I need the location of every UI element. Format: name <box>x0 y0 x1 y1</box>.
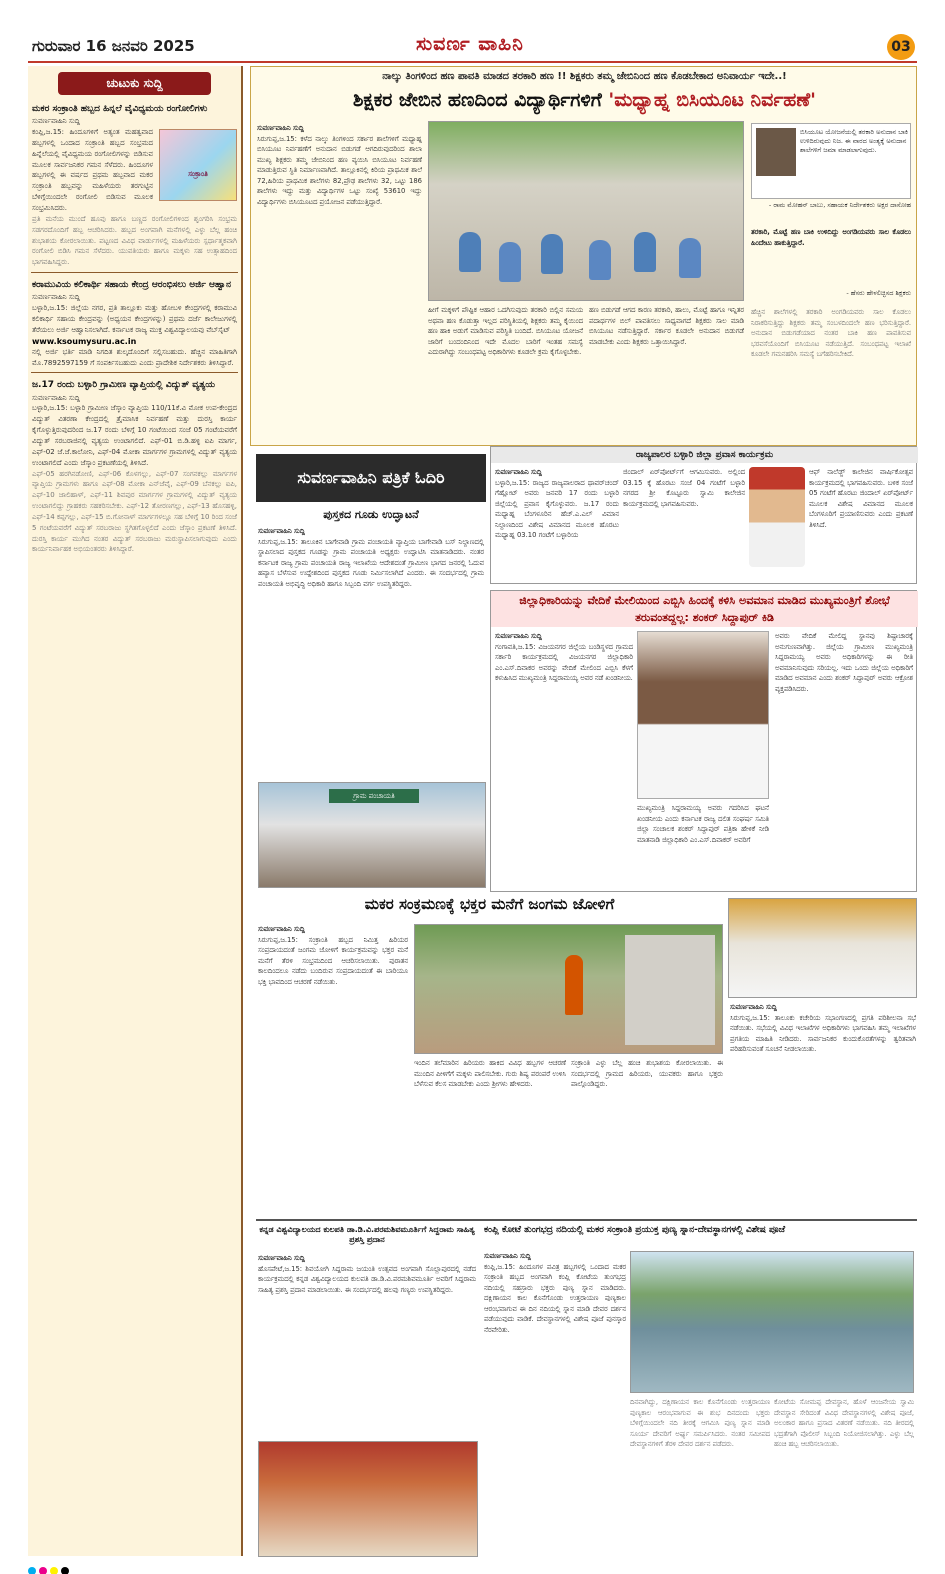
library-body <box>258 526 484 776</box>
ksou-website-link[interactable]: www.ksoumysuru.ac.in <box>32 336 137 346</box>
rangoli-body: ಕಂಪ್ಲಿ,ಜ.15: ಹಿಂದೂಗಳಿಗೆ ಅತ್ಯಂತ ಮಹತ್ವವಾದ ಹಬ್ಬಗಳಲ್ಲಿ ಒಂದಾದ ಸಂಕ್ರಾಂತಿ ಹಬ್ಬದ ಸಂಭ್ರಮದ ಹಿನ್ನೆಲೆಯಲ್ಲಿ ವೈವಿಧ್ಯಮಯ ರಂಗೋಲಿಗಳನ್ನು ಬಿಡಿಸುವ ಮೂಲಕ ಸಾರ್ವಜನಿಕರ ಗಮನ ಸೆಳೆದರು. ಹಿಂದೂಗಳ ಹಬ್ಬಗಳಲ್ಲಿ ಈ ವರ್ಷದ ಪ್ರಥಮ ಹಬ್ಬವಾದ ಮಕರ ಸಂಕ್ರಾಂತಿ ಹಬ್ಬವನ್ನು ಮಹಿಳೆಯರು ತರಗುಟ್ಟಿನ ಬೆಳಿಗ್ಗೆಯಿಂದಲೇ ರಂಗೋಲಿ ಬಿಡಿಸುವ ಮೂಲಕ ಸಂಭ್ರಮಿಸಿದರು. <box>32 128 153 212</box>
lead-headline-accent: 'ಮಧ್ಯಾಹ್ನ ಬಿಸಿಯೂಟ ನಿರ್ವಹಣೆ' <box>608 89 816 111</box>
governor-text-1: ಬಳ್ಳಾರಿ,ಜ.15: ರಾಜ್ಯದ ರಾಜ್ಯಪಾಲರಾದ ಥಾವರ್‌ಚಂದ್ ಗೆಹ್ಲೋಟ್ ಅವರು ಜನವರಿ 17 ರಂದು ಬಳ್ಳಾರಿ ಜಿಲ್ಲೆಯಲ್ಲಿ ಪ್ರವಾಸ ಕೈಗೊಳ್ಳುವರು. ಜ.17 ರಂದು ಮಧ್ಯಾಹ್ನ ಬೆಂಗಳೂರಿನ ಹೆಚ್.ಎ.ಎಲ್ ವಿಮಾನ ನಿಲ್ದಾಣದಿಂದ ವಿಶೇಷ ವಿಮಾನದ ಮೂಲಕ ಹೊರಟು ಮಧ್ಯಾಹ್ನ 03.10 ಗಂಟೆಗೆ ಬಳ್ಳಾರಿಯ <box>495 478 619 540</box>
river-bath-column-2: ದಿನವಾಗಿದ್ದು, ದಕ್ಷಿಣಾಯನ ಕಾಲ ಕೊನೆಗೊಂಡು ಉತ್ತರಾಯಣ ಪುಣ್ಯಕಾಲ ಆರಂಭವಾಗುವ ಈ ಶುಭ ದಿನದಂದು ಭಕ್ತರು ಬೆಳಿಗ್ಗೆಯಿಂದಲೇ ನದಿ ತೀರಕ್ಕೆ ಆಗಮಿಸಿ ಪುಣ್ಯ ಸ್ನಾನ ಮಾಡಿ ಸೂರ್ಯ ದೇವರಿಗೆ ಅರ್ಘ್ಯ ಸಮರ್ಪಿಸಿದರು. ನಂತರ ಸಮೀಪದ ದೇವಸ್ಥಾನಗಳಿಗೆ ತೆರಳಿ ದೇವರ ದರ್ಶನ ಪಡೆದರು. <box>630 1398 770 1449</box>
dc-column-2: ಮುಖ್ಯಮಂತ್ರಿ ಸಿದ್ದರಾಮಯ್ಯ ಅವರು ಗದರಿಸಿದ ಘಟನೆ ಖಂಡನೀಯ ಎಂದು ಕರ್ನಾಟಕ ರಾಜ್ಯ ದಲಿತ ಸಂಘರ್ಷ ಸಮಿತಿ ಜಿಲ್ಲಾ ಸಂಚಾಲಕ ಶಂಕರ್ ಸಿದ್ದಾಪುರ್ ಪತ್ರಿಕಾ ಹೇಳಿಕೆ ನೀಡಿ ಮಾತನಾಡಿ ಜಿಲ್ಲಾಧಿಕಾರಿ ಎಂ.ಎಸ್.ದಿವಾಕರ್ ಅವರಿಗೆ <box>637 804 769 844</box>
ksou-headline: ಕರಾಮುವಿಯ ಕಲಿಕಾರ್ಥಿ ಸಹಾಯ ಕೇಂದ್ರ ಆರಂಭಿಸಲು ಅರ್ಜಿ ಆಹ್ವಾನ <box>32 280 231 291</box>
rangoli-body-continued: ಪ್ರತಿ ಮನೆಯ ಮುಂದೆ ಹೂವು ಹಾಗೂ ಬಣ್ಣದ ರಂಗೋಲಿಗಳಿಂದ ಶೃಂಗರಿಸಿ ಸಂಭ್ರಮ ಸಡಗರದೊಂದಿಗೆ ಹಬ್ಬ ಆಚರಿಸಿದರು. ಹಬ್ಬದ ಅಂಗವಾಗಿ ಮನೆಗಳಲ್ಲಿ ಎಳ್ಳು ಬೆಲ್ಲ ಹಂಚಿ ಶುಭಾಶಯ ಕೋರಲಾಯಿತು. ಪಟ್ಟಣದ ವಿವಿಧ ವಾರ್ಡುಗಳಲ್ಲಿ ಮಹಿಳೆಯರು ಸ್ಪರ್ಧಾತ್ಮಕವಾಗಿ ರಂಗೋಲಿ ಬಿಡಿಸಿ ಗಮನ ಸೆಳೆದರು. ಯುವತಿಯರು ಹಾಗೂ ಮಕ್ಕಳು ಸಹ ಉತ್ಸಾಹದಿಂದ ಭಾಗವಹಿಸಿದ್ದರು. <box>32 214 237 267</box>
taluk-meeting-photo <box>728 898 917 998</box>
lead-story <box>250 66 917 446</box>
swamiji-figure <box>565 955 583 1015</box>
makara-column-3: ಸಂಕ್ರಾಂತಿ ಎಳ್ಳು ಬೆಲ್ಲ ಹಂಚಿ ಶುಭಾಶಯ ಕೋರಲಾಯಿತು. ಈ ಸಂದರ್ಭದಲ್ಲಿ ಗ್ರಾಮದ ಹಿರಿಯರು, ಯುವಕರು ಹಾಗೂ ಭಕ್ತರು ಪಾಲ್ಗೊಂಡಿದ್ದರು. <box>571 1059 723 1089</box>
teacher-quote: ತರಕಾರಿ, ಮೊಟ್ಟೆ ಹಣ ಬಾಕಿ ಉಳಿದಿದ್ದು ಅಂಗಡಿಯವರು ಸಾಲ ಕೊಡಲು ಹಿಂದೇಟು ಹಾಕುತ್ತಿದ್ದಾರೆ. <box>751 228 911 247</box>
kannada-award-body <box>258 1253 476 1437</box>
makara-column-2: ಇಂದಿನ ತಲೆಮಾರಿನ ಹಿರಿಯರು ಹಾಕಿದ ವಿವಿಧ ಹಬ್ಬಗಳ ಆಚರಣೆ ಮುಂದಿನ ಪೀಳಿಗೆಗೆ ಮಕ್ಕಳು ಪಾಲಿಸಬೇಕು. ಗುರು ಶಿಷ್ಯ ಪರಂಪರೆ ಉಳಿಸಿ ಬೆಳೆಸುವ ಕೆಲಸ ಮಾಡಬೇಕು ಎಂದು ಶ್ರೀಗಳು ಹೇಳಿದರು. <box>414 1059 566 1089</box>
kannada-award-headline: ಕನ್ನಡ ವಿಶ್ವವಿದ್ಯಾಲಯದ ಕುಲಪತಿ ಡಾ.ಡಿ.ವಿ.ಪರಮಶಿವಮೂರ್ತಿಗೆ ಸಿದ್ದರಾಮ ಸಾಹಿತ್ಯ ಪ್ರಶಸ್ತಿ ಪ್ರದಾನ <box>259 1225 475 1245</box>
governor-column-2: ಜಿಂದಾಲ್ ಏರ್‌ಪೋರ್ಟ್‌ಗೆ ಆಗಮಿಸುವರು. ಅಲ್ಲಿಂದ 03.15 ಕ್ಕೆ ಹೊರಟು ಸಂಜೆ 04 ಗಂಟೆಗೆ ಬಳ್ಳಾರಿ ನಗರದ ಶ್ರೀ ಕೊಟ್ಟೂರು ಸ್ವಾಮಿ ಕಾಲೇಜಿನ ಕಾರ್ಯಕ್ರಮದಲ್ಲಿ ಭಾಗವಹಿಸುವರು. <box>623 468 745 508</box>
governor-byline: ಸುವರ್ಣವಾಹಿನಿ ಸುದ್ದಿ <box>495 468 542 476</box>
library-text: ಸಿರುಗುಪ್ಪ,ಜ.15: ತಾಲೂಕಿನ ಬಾಗೇವಾಡಿ ಗ್ರಾಮ ಪಂಚಾಯತಿ ವ್ಯಾಪ್ತಿಯ ಬಾಗೇವಾಡಿ ಬಸ್ ನಿಲ್ದಾಣದಲ್ಲಿ ಸ್ಥಾಪಿಸಲಾದ ಪುಸ್ತಕದ ಗೂಡನ್ನು ಗ್ರಾಮ ಪಂಚಾಯತಿ ಅಧ್ಯಕ್ಷರು ಉದ್ಘಾಟಿಸಿ ಮಾತನಾಡಿದರು. ನಂತರ ಕರ್ನಾಟಕ ರಾಜ್ಯ ಗ್ರಾಮ ಪಂಚಾಯತಿ ರಾಜ್ಯ ಇಲಾಖೆಯ ಆದೇಶದಂತೆ ಗ್ರಾಮೀಣ ಭಾಗದ ಜನರಲ್ಲಿ ಓದುವ ಹವ್ಯಾಸ ಬೆಳೆಸುವ ಉದ್ದೇಶದಿಂದ ಪುಸ್ತಕದ ಗೂಡು ನಿರ್ಮಿಸಲಾಗಿದೆ ಎಂದರು. ಈ ಸಂದರ್ಭದಲ್ಲಿ ಗ್ರಾಮ ಪಂಚಾಯತಿ ಅಭಿವೃದ್ಧಿ ಅಧಿಕಾರಿ ಹಾಗೂ ಸಿಬ್ಬಂದಿ ವರ್ಗ ಉಪಸ್ಥಿತರಿದ್ದರು. <box>258 537 484 588</box>
dc-column-1 <box>495 631 633 887</box>
river-bath-text: ಕಂಪ್ಲಿ,ಜ.15: ಹಿಂದೂಗಳ ಪವಿತ್ರ ಹಬ್ಬಗಳಲ್ಲಿ ಒಂದಾದ ಮಕರ ಸಂಕ್ರಾಂತಿ ಹಬ್ಬದ ಅಂಗವಾಗಿ ಕಂಪ್ಲಿ ಕೋಟೆಯ ತುಂಗಭದ್ರ ನದಿಯಲ್ಲಿ ಸಹಸ್ರಾರು ಭಕ್ತರು ಪುಣ್ಯ ಸ್ನಾನ ಮಾಡಿದರು. ದಕ್ಷಿಣಾಯನ ಕಾಲ ಕೊನೆಗೊಂಡು ಉತ್ತರಾಯಣ ಪುಣ್ಯಕಾಲ ಆರಂಭವಾಗುವ ಈ ದಿನ ನದಿಯಲ್ಲಿ ಸ್ನಾನ ಮಾಡಿ ದೇವರ ದರ್ಶನ ಪಡೆಯುವುದು ವಾಡಿಕೆ. ದೇವಸ್ಥಾನಗಳಲ್ಲಿ ವಿಶೇಷ ಪೂಜೆ ಪುನಸ್ಕಾರ ನೆರವೇರಿತು. <box>484 1262 626 1334</box>
dc-headline: ಜಿಲ್ಲಾಧಿಕಾರಿಯನ್ನು ವೇದಿಕೆ ಮೇಲಿಯಿಂದ ಎಬ್ಬಿಸಿ ಹಿಂದಕ್ಕೆ ಕಳಿಸಿ ಅವಮಾನ ಮಾಡಿದ ಮುಖ್ಯಮಂತ್ರಿಗೆ ಶೋಭೆ ತರುವಂತದ್ದಲ್ಲ: ಶಂಕರ್ ಸಿದ್ದಾಪುರ್ ಕಿಡಿ <box>491 591 918 627</box>
student-figure <box>459 232 481 272</box>
teacher-quote-attribution: - ಹೆಸರು ಹೇಳಲಿಚ್ಛಿಸದ ಶಿಕ್ಷಕರು <box>846 289 911 297</box>
divider <box>31 372 238 373</box>
meeting-story <box>730 1002 916 1214</box>
meeting-text: ಸಿರುಗುಪ್ಪ,ಜ.15: ತಾಲೂಕು ಕಚೇರಿಯ ಸಭಾಂಗಣದಲ್ಲಿ ಪ್ರಗತಿ ಪರಿಶೀಲನಾ ಸಭೆ ನಡೆಯಿತು. ಸಭೆಯಲ್ಲಿ ವಿವಿಧ ಇಲಾಖೆಗಳ ಅಧಿಕಾರಿಗಳು ಭಾಗವಹಿಸಿ ತಮ್ಮ ಇಲಾಖೆಗಳ ಪ್ರಗತಿಯ ಮಾಹಿತಿ ನೀಡಿದರು. ಸಾರ್ವಜನಿಕರ ಕುಂದುಕೊರತೆಗಳನ್ನು ತ್ವರಿತವಾಗಿ ಪರಿಹರಿಸುವಂತೆ ಸೂಚನೆ ನೀಡಲಾಯಿತು. <box>730 1013 916 1054</box>
makara-column-1 <box>258 924 408 1214</box>
cyan-dot <box>28 1567 36 1574</box>
officer-quote-attribution: - ರಾಮ ಮೋಹನ್ ಬಾಬು, ಸಹಾಯಕ ನಿರ್ದೇಶಕರು ಅಕ್ಷರ ದಾಸೋಹ <box>768 201 911 209</box>
river-bath-column-3: ಕೋಟೆಯ ಸೋಮಪ್ಪ ದೇವಸ್ಥಾನ, ಹೊಳೆ ಆಂಜನೇಯ ಸ್ವಾಮಿ ದೇವಸ್ಥಾನ ಸೇರಿದಂತೆ ವಿವಿಧ ದೇವಸ್ಥಾನಗಳಲ್ಲಿ ವಿಶೇಷ ಪೂಜೆ, ಅಲಂಕಾರ ಹಾಗೂ ಪ್ರಸಾದ ವಿತರಣೆ ನಡೆಯಿತು. ನದಿ ತೀರದಲ್ಲಿ ಭದ್ರತೆಗಾಗಿ ಪೊಲೀಸ್ ಸಿಬ್ಬಂದಿ ನಿಯೋಜಿಸಲಾಗಿತ್ತು. ಎಳ್ಳು ಬೆಲ್ಲ ಹಂಚಿ ಹಬ್ಬ ಆಚರಿಸಲಾಯಿತು. <box>774 1398 914 1449</box>
meeting-byline: ಸುವರ್ಣವಾಹಿನಿ ಸುದ್ದಿ <box>730 1003 777 1011</box>
short-news-column <box>28 66 243 1556</box>
river-bath-headline: ಕಂಪ್ಲಿ ಕೋಟೆ ತುಂಗಭದ್ರ ನದಿಯಲ್ಲಿ ಮಕರ ಸಂಕ್ರಾಂತಿ ಪ್ರಯುಕ್ತ ಪುಣ್ಯ ಸ್ನಾನ-ದೇವಸ್ಥಾನಗಳಲ್ಲಿ ವಿಶೇಷ ಪೂಜೆ <box>484 1225 786 1235</box>
ksou-body: ಬಳ್ಳಾರಿ,ಜ.15: ಜಿಲ್ಲೆಯ ನಗರ, ಪ್ರತಿ ತಾಲ್ಲೂಕು ಮತ್ತು ಹೋಬಳಿ ಕೇಂದ್ರಗಳಲ್ಲಿ ಕರಾಮುವಿ ಕಲಿಕಾರ್ಥಿ ಸಹಾಯ ಕೇಂದ್ರವನ್ನು (ಅಧ್ಯಯನ ಕೇಂದ್ರಗಳನ್ನು) ಪ್ರಥಮ ದರ್ಜೆ ಕಾಲೇಜುಗಳಲ್ಲಿ ತೆರೆಯಲು ಅರ್ಜಿ ಆಹ್ವಾನಿಸಲಾಗಿದೆ. ಕರ್ನಾಟಕ ರಾಜ್ಯ ಮುಕ್ತ ವಿಶ್ವವಿದ್ಯಾಲಯವು ವೆಬ್‌ಸೈಟ್ <box>32 304 237 334</box>
page-header <box>28 31 917 63</box>
power-cut-body-continued: ಎಫ್-05 ಹರಗಿನಡೋಣಿ, ಎಫ್-06 ಕೊಳಗಲ್ಲು, ಎಫ್-07 ಸಂಗನಕಲ್ಲು ಮಾರ್ಗಗಳ ವ್ಯಾಪ್ತಿಯ ಗ್ರಾಮಗಳು ಹಾಗೂ ಎಫ್-08 ಮೋಕಾ ಎನ್‌ಜೆವೈ, ಎಫ್-09 ಬೆನಕಲ್ಲು ಐಪಿ, ಎಫ್-10 ಜಾಲಿಹಾಳ್, ಎಫ್-11 ಶಿವಪುರ ಮಾರ್ಗಗಳ ಗ್ರಾಮಗಳಲ್ಲಿ ವಿದ್ಯುತ್ ವ್ಯತ್ಯಯ ಉಂಟಾಗಲಿದ್ದು ಗ್ರಾಹಕರು ಸಹಕರಿಸಬೇಕು. ಎಫ್-12 ತೋರಣಗಲ್ಲು, ಎಫ್-13 ಹೊಸಹಳ್ಳಿ, ಎಫ್-14 ಕಪ್ಪಗಲ್ಲು, ಎಫ್-15 ಬಿ.ಗೋನಾಳ್ ಮಾರ್ಗಗಳಲ್ಲೂ ಸಹ ಬೆಳಿಗ್ಗೆ 10 ರಿಂದ ಸಂಜೆ 5 ಗಂಟೆಯವರೆಗೆ ವಿದ್ಯುತ್ ಸರಬರಾಜು ಸ್ಥಗಿತಗೊಳ್ಳಲಿದೆ ಎಂದು ಜೆಸ್ಕಾಂ ಪ್ರಕಟಣೆ ತಿಳಿಸಿದೆ. ದುರಸ್ತಿ ಕಾರ್ಯ ಮುಗಿದ ನಂತರ ವಿದ್ಯುತ್ ಸರಬರಾಜು ಮರುಸ್ಥಾಪಿಸಲಾಗುವುದು ಎಂದು ಕಾರ್ಯನಿರ್ವಾಹಕ ಅಭಿಯಂತರರು ತಿಳಿಸಿದ್ದಾರೆ. <box>32 469 237 554</box>
rangoli-headline: ಮಕರ ಸಂಕ್ರಾಂತಿ ಹಬ್ಬದ ಹಿನ್ನಲೆ ವೈವಿಧ್ಯಮಯ ರಂಗೋಲಿಗಳು <box>32 104 208 114</box>
bottom-section <box>256 1219 917 1559</box>
student-figure <box>541 234 563 274</box>
officer-quote-box <box>751 123 911 199</box>
lead-column-4: ಹೆಚ್ಚಿನ ಶಾಲೆಗಳಲ್ಲಿ ತರಕಾರಿ ಅಂಗಡಿಯವರು ಸಾಲ ಕೊಡಲು ನಿರಾಕರಿಸುತ್ತಿದ್ದು ಶಿಕ್ಷಕರು ತಮ್ಮ ಸಂಬಳದಿಂದಲೇ ಹಣ ಭರಿಸುತ್ತಿದ್ದಾರೆ. ಅನುದಾನ ಬಿಡುಗಡೆಯಾದ ನಂತರ ಬಾಕಿ ಹಣ ಪಾವತಿಸುವ ಭರವಸೆಯೊಂದಿಗೆ ಬಿಸಿಯೂಟ ನಡೆಯುತ್ತಿದೆ. ಸಂಬಂಧಪಟ್ಟ ಇಲಾಖೆ ಕೂಡಲೇ ಗಮನಹರಿಸಿ ಸಮಸ್ಯೆ ಬಗೆಹರಿಸಬೇಕಿದೆ. <box>751 308 911 359</box>
power-cut-byline: ಸುವರ್ಣವಾಹಿನಿ ಸುದ್ದಿ <box>32 393 81 402</box>
lead-column-3: ಹಣ ಬಿಡುಗಡೆ ಆಗದ ಕಾರಣ ತರಕಾರಿ, ಹಾಲು, ಮೊಟ್ಟೆ ಹಾಗೂ ಇನ್ನಿತರ ಪದಾರ್ಥಗಳ ಬಿಲ್ ಪಾವತಿಸಲು ಸಾಧ್ಯವಾಗದೆ ಶಿಕ್ಷಕರು ಸಾಲ ಮಾಡಿ ಬಿಸಿಯೂಟ ನಡೆಸುತ್ತಿದ್ದಾರೆ. ಸರ್ಕಾರ ಕೂಡಲೇ ಅನುದಾನ ಬಿಡುಗಡೆ ಮಾಡಬೇಕು ಎಂದು ಶಿಕ್ಷಕರು ಒತ್ತಾಯಿಸಿದ್ದಾರೆ. <box>589 306 744 346</box>
student-figure <box>634 232 656 272</box>
page-number-badge: 03 <box>887 34 915 60</box>
governor-portrait <box>749 467 805 567</box>
lead-column-1 <box>257 123 422 441</box>
ksou-byline: ಸುವರ್ಣವಾಹಿನಿ ಸುದ್ದಿ <box>32 293 81 302</box>
officer-avatar <box>756 128 796 176</box>
rangoli-image <box>159 129 237 201</box>
governor-column-3: ಆಫ್ ನಾಲೆಡ್ಜ್ ಕಾಲೇಜಿನ ವಾರ್ಷಿಕೋತ್ಸವ ಕಾರ್ಯಕ್ರಮದಲ್ಲಿ ಭಾಗವಹಿಸುವರು. ಬಳಿಕ ಸಂಜೆ 05 ಗಂಟೆಗೆ ಹೊರಟು ಜಿಂದಾಲ್ ಏರ್‌ಪೋರ್ಟ್ ಮೂಲಕ ವಿಶೇಷ ವಿಮಾನದ ಮೂಲಕ ಬೆಂಗಳೂರಿಗೆ ಪ್ರಯಾಣಿಸುವರು ಎಂದು ಪ್ರಕಟಣೆ ತಿಳಿಸಿದೆ. <box>809 468 913 529</box>
power-cut-body: ಬಳ್ಳಾರಿ,ಜ.15: ಬಳ್ಳಾರಿ ಗ್ರಾಮೀಣ ಜೆಸ್ಕಾಂ ವ್ಯಾಪ್ತಿಯ 110/11ಕೆ.ವಿ ಮೋಕ ಉಪ-ಕೇಂದ್ರದ ವಿದ್ಯುತ್ ವಿತರಣಾ ಕೇಂದ್ರದಲ್ಲಿ ತ್ರೈಮಾಸಿಕ ನಿರ್ವಹಣೆ ಮತ್ತು ದುರಸ್ತಿ ಕಾರ್ಯ ಕೈಗೊಳ್ಳುತ್ತಿರುವುದರಿಂದ ಜ.17 ರಂದು ಬೆಳಿಗ್ಗೆ 10 ಗಂಟೆಯಿಂದ ಸಂಜೆ 05 ಗಂಟೆಯವರೆಗೆ ವಿದ್ಯುತ್ ಸರಬರಾಜಿನಲ್ಲಿ ವ್ಯತ್ಯಯ ಉಂಟಾಗಲಿದೆ. ಎಫ್-01 ಬಿ.ಡಿ.ಹಳ್ಳಿ ಐಪಿ ಮಾರ್ಗ, ಎಫ್-02 ಜೆ.ಜೆ.ಕಾಲೋನಿ, ಎಫ್-04 ಮೋಕಾ ಮಾರ್ಗಗಳ ಗ್ರಾಮಗಳಲ್ಲಿ ವಿದ್ಯುತ್ ವ್ಯತ್ಯಯ ಉಂಟಾಗಲಿದೆ ಎಂದು ಜೆಸ್ಕಾಂ ಪ್ರಕಟಣೆಯಲ್ಲಿ ತಿಳಿಸಿದೆ. <box>32 404 237 467</box>
panchayat-banner: ಗ್ರಾಮ ಪಂಚಾಯತಿ <box>329 789 419 803</box>
shankar-siddapur-portrait <box>637 631 769 799</box>
dc-insult-story <box>490 590 917 892</box>
award-ceremony-photo <box>258 1441 478 1557</box>
student-figure <box>589 240 611 280</box>
governor-column-1 <box>495 467 619 579</box>
midday-meal-photo <box>428 121 744 301</box>
building-wall <box>625 935 715 1045</box>
read-newspaper-banner: ಸುವರ್ಣವಾಹಿನಿ ಪತ್ರಿಕೆ ಓದಿರಿ <box>256 454 486 502</box>
river-bath-body <box>484 1251 626 1557</box>
tungabhadra-river-photo <box>630 1251 914 1393</box>
lead-body-1: ಸಿರುಗುಪ್ಪ,ಜ.15: ಕಳೆದ ನಾಲ್ಕು ತಿಂಗಳಿಂದ ಸರ್ಕಾರ ಶಾಲೆಗಳಿಗೆ ಮಧ್ಯಾಹ್ನ ಬಿಸಿಯೂಟ ನಿರ್ವಹಣೆಗೆ ಅನುದಾನ ಬಿಡುಗಡೆ ಆಗದಿರುವುದರಿಂದ ಶಾಲಾ ಮುಖ್ಯ ಶಿಕ್ಷಕರು ತಮ್ಮ ಜೇಬಿನಿಂದ ಹಣ ವ್ಯಯಿಸಿ ಬಿಸಿಯೂಟ ನಿರ್ವಹಣೆ ಮಾಡುತ್ತಿರುವ ಸ್ಥಿತಿ ನಿರ್ಮಾಣವಾಗಿದೆ. ತಾಲ್ಲೂಕಿನಲ್ಲಿ ಕಿರಿಯ ಪ್ರಾಥಮಿಕ ಶಾಲೆ 72,ಹಿರಿಯ ಪ್ರಾಥಮಿಕ ಶಾಲೆಗಳು 82,ಪ್ರೌಢ ಶಾಲೆಗಳು 32, ಒಟ್ಟು 186 ಶಾಲೆಗಳು ಇದ್ದು ಮತ್ತು ವಿದ್ಯಾರ್ಥಿಗಳ ಒಟ್ಟು ಸಂಖ್ಯೆ 53610 ಇದ್ದು ವಿದ್ಯಾರ್ಥಿಗಳು ಬಿಸಿಯೂಟದ ಪ್ರಯೋಜನ ಪಡೆಯುತ್ತಿದ್ದಾರೆ. <box>257 134 422 206</box>
governor-visit-story <box>490 446 917 584</box>
makara-text-1: ಸಿರುಗುಪ್ಪ,ಜ.15: ಸಂಕ್ರಾಂತಿ ಹಬ್ಬದ ನಿಮಿತ್ತ ಹಿರಿಯರ ಸಂಪ್ರದಾಯದಂತೆ ಜಂಗಮ ಜೋಳಿಗೆ ಕಾರ್ಯಕ್ರಮವನ್ನು ಭಕ್ತರ ಮನೆ ಮನೆಗೆ ತೆರಳಿ ಸಂಭ್ರಮದಿಂದ ಆಚರಿಸಲಾಯಿತು. ಪುರಾತನ ಕಾಲದಿಂದಲೂ ನಡೆದು ಬಂದಿರುವ ಸಂಪ್ರದಾಯದಂತೆ ಈ ಬಾರಿಯೂ ಭಕ್ತಿ ಭಾವದಿಂದ ಆಚರಣೆ ನಡೆಯಿತು. <box>258 935 408 986</box>
yellow-dot <box>50 1567 58 1574</box>
river-bath-byline: ಸುವರ್ಣವಾಹಿನಿ ಸುದ್ದಿ <box>484 1252 531 1260</box>
rangoli-byline: ಸುವರ್ಣವಾಹಿನಿ ಸುದ್ದಿ <box>32 117 81 126</box>
library-inauguration-photo <box>258 782 486 888</box>
short-news-banner: ಚುಟುಕು ಸುದ್ದಿ <box>58 72 211 95</box>
kannada-award-byline: ಸುವರ್ಣವಾಹಿನಿ ಸುದ್ದಿ <box>258 1254 305 1262</box>
dc-byline: ಸುವರ್ಣವಾಹಿನಿ ಸುದ್ದಿ <box>495 632 542 640</box>
lead-byline: ಸುವರ್ಣವಾಹಿನಿ ಸುದ್ದಿ <box>257 124 304 132</box>
rangoli-image-label: ಸಂಕ್ರಾಂತಿ <box>188 170 208 179</box>
jangama-procession-photo <box>414 924 723 1054</box>
power-cut-headline: ಜ.17 ರಂದು ಬಳ್ಳಾರಿ ಗ್ರಾಮೀಣ ವ್ಯಾಪ್ತಿಯಲ್ಲಿ ವಿದ್ಯುತ್ ವ್ಯತ್ಯಯ <box>32 380 215 391</box>
library-byline: ಸುವರ್ಣವಾಹಿನಿ ಸುದ್ದಿ <box>258 527 305 535</box>
divider <box>31 272 238 273</box>
lead-headline-plain: ಶಿಕ್ಷಕರ ಜೇಬಿನ ಹಣದಿಂದ ವಿದ್ಯಾರ್ಥಿಗಳಿಗೆ <box>353 89 602 111</box>
officer-quote: ಬಿಸಿಯೂಟ ಯೋಜನೆಯಲ್ಲಿ ತರಕಾರಿ ಅನುದಾನ ಬಾಕಿ ಉಳಿದಿರುವುದು ನಿಜ. ಈ ವಾರದ ಅಂತ್ಯಕ್ಕೆ ಅನುದಾನ ಶಾಲೆಗಳಿಗೆ ಜಮಾ ಮಾಡಲಾಗುವುದು. <box>800 128 908 155</box>
dc-text-1: ಗಂಗಾವತಿ,ಜ.15: ವಿಜಯನಗರ ಜಿಲ್ಲೆಯ ಬಂಡಿಸ್ಥಳದ ಗ್ರಾಮದ ಸರ್ಕಾರಿ ಕಾರ್ಯಕ್ರಮದಲ್ಲಿ ವಿಜಯನಗರ ಜಿಲ್ಲಾಧಿಕಾರಿ ಎಂ.ಎಸ್.ದಿವಾಕರ ಅವರನ್ನು ವೇದಿಕೆ ಮೇಲಿಂದ ಎಬ್ಬಿಸಿ ಕೆಳಗೆ ಕಳುಹಿಸಿದ ಮುಖ್ಯಮಂತ್ರಿ ಸಿದ್ದರಾಮಯ್ಯ ಅವರ ನಡೆ ಖಂಡನೀಯ. <box>495 642 633 683</box>
lead-headline <box>251 89 918 111</box>
masthead: ಸುವರ್ಣ ವಾಹಿನಿ <box>416 33 524 55</box>
makara-headline: ಮಕರ ಸಂಕ್ರಮಣಕ್ಕೆ ಭಕ್ತರ ಮನೆಗೆ ಜಂಗಮ ಜೋಳಿಗೆ <box>364 895 615 913</box>
dc-column-3: ಅವರು ವೇದಿಕೆ ಮೇಲಿದ್ದ ಸ್ಥಾನವು ಶಿಷ್ಟಾಚಾರಕ್ಕೆ ಅನುಗುಣವಾಗಿತ್ತು. ಜಿಲ್ಲೆಯ ಗ್ರಾಮೀಣ ಮುಖ್ಯಮಂತ್ರಿ ಸಿದ್ದರಾಮಯ್ಯ ಅವರು ಅಧಿಕಾರಿಗಳನ್ನು ಈ ರೀತಿ ಅವಮಾನಿಸುವುದು ಸರಿಯಲ್ಲ. ಇದು ಒಂದು ಜಿಲ್ಲೆಯ ಅಧಿಕಾರಿಗೆ ಮಾಡಿದ ಅವಮಾನ ಎಂದು ಶಂಕರ್ ಸಿದ್ದಾಪುರ್ ಅವರು ಆಕ್ರೋಶ ವ್ಯಕ್ತಪಡಿಸಿದರು. <box>775 632 913 693</box>
library-headline: ಪುಸ್ತಕದ ಗೂಡು ಉದ್ಘಾಟನೆ <box>323 508 419 521</box>
black-dot <box>61 1567 69 1574</box>
makara-byline: ಸುವರ್ಣವಾಹಿನಿ ಸುದ್ದಿ <box>258 925 305 933</box>
kannada-award-text: ಹೊಸಪೇಟೆ,ಜ.15: ಶಿವಯೋಗಿ ಸಿದ್ದರಾಮ ಜಯಂತಿ ಉತ್ಸವದ ಅಂಗವಾಗಿ ಸೊಲ್ಲಾಪುರದಲ್ಲಿ ನಡೆದ ಕಾರ್ಯಕ್ರಮದಲ್ಲಿ ಕನ್ನಡ ವಿಶ್ವವಿದ್ಯಾಲಯದ ಕುಲಪತಿ ಡಾ.ಡಿ.ವಿ.ಪರಮಶಿವಮೂರ್ತಿ ಅವರಿಗೆ ಸಿದ್ದರಾಮ ಸಾಹಿತ್ಯ ಪ್ರಶಸ್ತಿ ಪ್ರದಾನ ಮಾಡಲಾಯಿತು. ಈ ಸಂದರ್ಭದಲ್ಲಿ ಹಲವು ಗಣ್ಯರು ಉಪಸ್ಥಿತರಿದ್ದರು. <box>258 1264 476 1294</box>
magenta-dot <box>39 1567 47 1574</box>
ksou-body-continued: ನಲ್ಲಿ ಅರ್ಜಿ ಭರ್ತಿ ಮಾಡಿ ನಿಗದಿತ ಶುಲ್ಕದೊಂದಿಗೆ ಸಲ್ಲಿಸಬಹುದು. ಹೆಚ್ಚಿನ ಮಾಹಿತಿಗಾಗಿ ಮೊ.7892597159 ಗೆ ಸಂಪರ್ಕಿಸಬಹುದು ಎಂದು ಪ್ರಾದೇಶಿಕ ನಿರ್ದೇಶಕರು ತಿಳಿಸಿದ್ದಾರೆ. <box>32 347 237 367</box>
lead-kicker: ನಾಲ್ಕು ತಿಂಗಳಿಂದ ಹಣ ಪಾವತಿ ಮಾಡದ ತರಕಾರಿ ಹಣ !! ಶಿಕ್ಷಕರು ತಮ್ಮ ಜೇಬಿನಿಂದ ಹಣ ಕೊಡಬೇಕಾದ ಅನಿವಾರ್ಯ ಇದೇ..! <box>382 71 787 82</box>
student-figure <box>499 242 521 282</box>
lead-column-2: ಹೀಗೆ ಮಕ್ಕಳಿಗೆ ಪೌಷ್ಟಿಕ ಆಹಾರ ಒದಗಿಸುವುದು ತರಕಾರಿ ಬಿಲ್ಲಿನ ಸಮಯ ಅಥವಾ ಹಣ ಕೊಡುತ್ತಾ ಇಲ್ಲದ ಪರಿಸ್ಥಿತಿಯಲ್ಲಿ ಶಿಕ್ಷಕರು ತಮ್ಮ ಕೈಯಿಂದ ಹಣ ಹಾಕಿ ಅಡುಗೆ ಮಾಡಿಸುವ ಪರಿಸ್ಥಿತಿ ಬಂದಿದೆ. ಬಿಸಿಯೂಟ ಯೋಜನೆ ಜಾರಿಗೆ ಬಂದಂದಿನಿಂದ ಇದೇ ಮೊದಲ ಬಾರಿಗೆ ಇಂತಹ ಸಮಸ್ಯೆ ಎದುರಾಗಿದ್ದು ಸಂಬಂಧಪಟ್ಟ ಅಧಿಕಾರಿಗಳು ಕೂಡಲೇ ಕ್ರಮ ಕೈಗೊಳ್ಳಬೇಕು. <box>428 306 583 357</box>
governor-headline: ರಾಜ್ಯಪಾಲರ ಬಳ್ಳಾರಿ ಜಿಲ್ಲಾ ಪ್ರವಾಸ ಕಾರ್ಯಕ್ರಮ <box>491 447 918 463</box>
student-figure <box>679 238 701 278</box>
issue-date: ಗುರುವಾರ 16 ಜನವರಿ 2025 <box>32 37 195 55</box>
print-registration-marks <box>28 1560 917 1570</box>
